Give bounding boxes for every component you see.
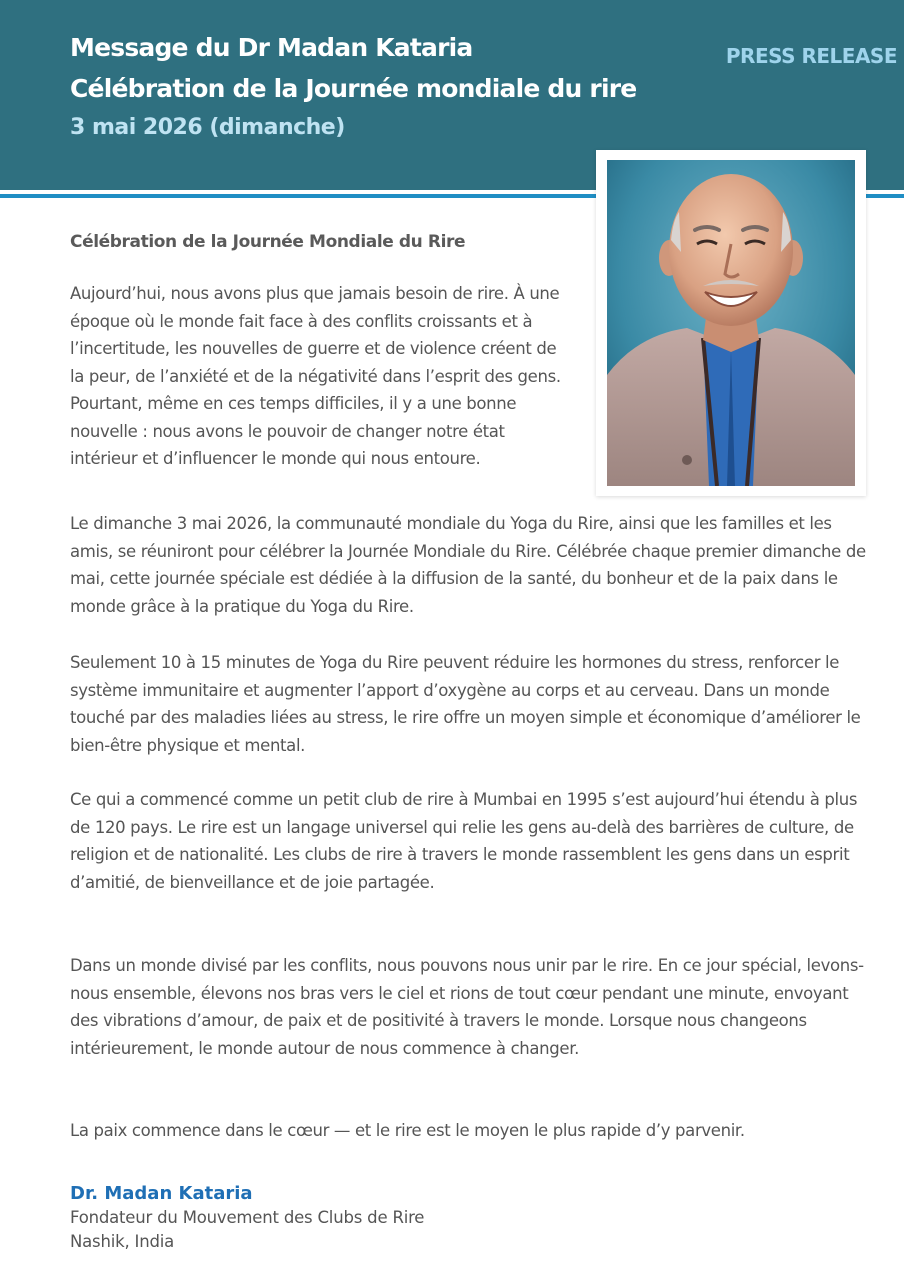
title-line-2: Célébration de la Journée mondiale du rire (70, 74, 637, 103)
portrait-frame (596, 150, 866, 496)
paragraph-closing: La paix commence dans le cœur — et le rire est le moyen le plus rapide d’y parvenir. (70, 1121, 745, 1140)
signature-name: Dr. Madan Kataria (70, 1183, 253, 1204)
portrait-photo (607, 160, 855, 486)
paragraph-event: Le dimanche 3 mai 2026, la communauté mondiale du Yoga du Rire, ainsi que les familles et les amis, se réuniront pour célébrer la Journée Mondiale du Rire. Célébrée chaque premier dimanche de mai, cette journée spéciale est dédiée à la diffusion de la santé, du bonheur et de la paix dans le monde grâce à la pratique du Yoga du Rire. (70, 514, 866, 616)
press-release-label: PRESS RELEASE (725, 44, 897, 68)
signature-role: Fondateur du Mouvement des Clubs de Rire (70, 1208, 425, 1227)
paragraph-history: Ce qui a commencé comme un petit club de rire à Mumbai en 1995 s’est aujourd’hui étendu à plus de 120 pays. Le rire est un langage universel qui relie les gens au-delà des barrières de culture, de religion et de nationalité. Les clubs de rire à travers le monde rassemblent les gens dans un esprit d’amitié, de bienveillance et de joie partagée. (70, 790, 858, 892)
title-line-1: Message du Dr Madan Kataria (70, 33, 473, 62)
paragraph-unity: Dans un monde divisé par les conflits, nous pouvons nous unir par le rire. En ce jour spécial, levons-nous ensemble, élevons nos bras vers le ciel et rions de tout cœur pendant une minute, envoyant des vibrations d’amour, de paix et de positivité à travers le monde. Lorsque nous changeons intérieurement, le monde autour de nous commence à changer. (70, 956, 864, 1058)
paragraph-benefits: Seulement 10 à 15 minutes de Yoga du Rire peuvent réduire les hormones du stress, renforcer le système immunitaire et augmenter l’apport d’oxygène au corps et au cerveau. Dans un monde touché par des maladies liées au stress, le rire offre un moyen simple et économique d’améliorer le bien-être physique et mental. (70, 653, 861, 755)
article-heading: Célébration de la Journée Mondiale du Rire (70, 232, 466, 252)
signature-location: Nashik, India (70, 1232, 175, 1251)
portrait-illustration (607, 160, 855, 486)
paragraph-intro: Aujourd’hui, nous avons plus que jamais besoin de rire. À une époque où le monde fait face à des conflits croissants et à l’incertitude, les nouvelles de guerre et de violence créent de la peur, de l’anxiété et de la négativité dans l’esprit des gens. Pourtant, même en ces temps difficiles, il y a une bonne nouvelle : nous avons le pouvoir de changer notre état intérieur et d’influencer le monde qui nous entoure. (70, 284, 561, 468)
event-date: 3 mai 2026 (dimanche) (70, 115, 345, 140)
